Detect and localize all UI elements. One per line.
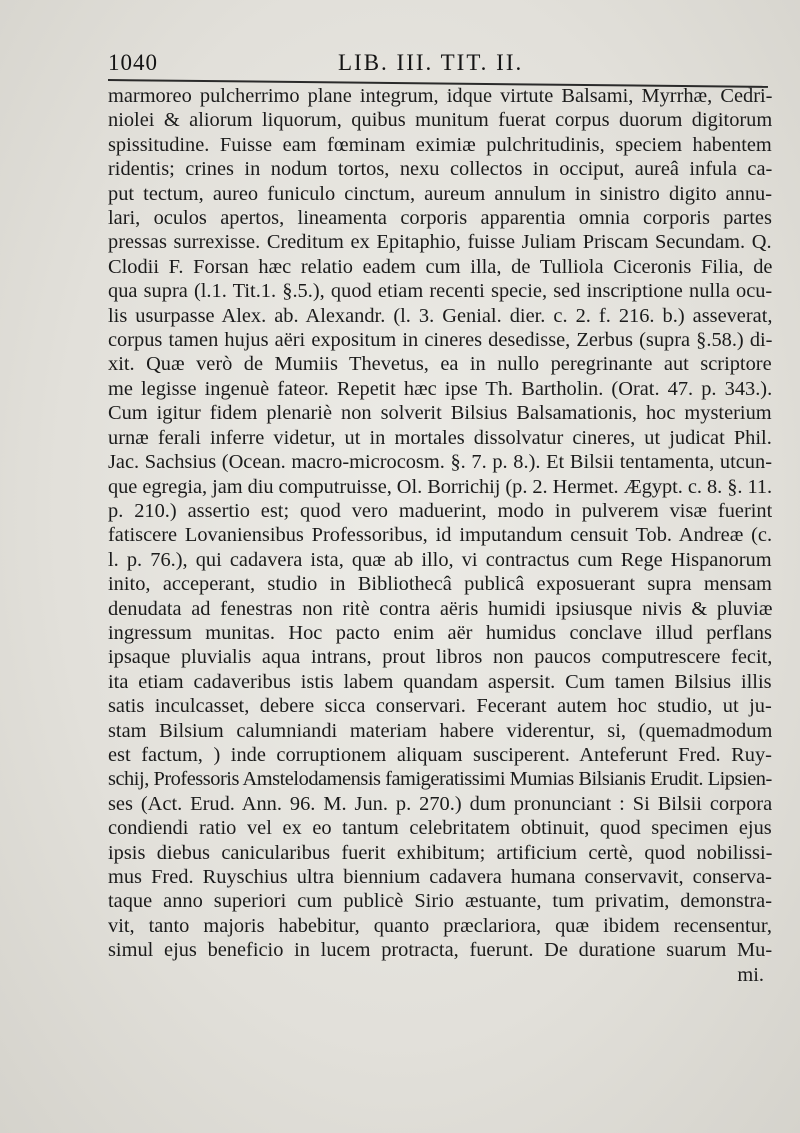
text-line: fatiscere Lovaniensibus Professoribus, id imputandum censuit Tob. Andreæ (c.	[108, 524, 772, 547]
text-line: marmoreo pulcherrimo plane integrum, idque virtute Balsami, Myrrhæ, Cedri-	[108, 85, 772, 107]
text-line: corpus tamen hujus aëri expositum in cineres desedisse, Zerbus (supra §.58.) di-	[108, 329, 772, 352]
text-line: ipsis diebus canicularibus fuerit exhibitum; artificium certè, quod nobilissi-	[108, 841, 772, 864]
text-line: denudata ad fenestras non ritè contra aëris humidi ipsiusque nivis & pluviæ	[108, 597, 772, 620]
text-line: qua supra (l.1. Tit.1. §.5.), quod etiam recenti specie, sed inscriptione nulla ocu-	[108, 280, 772, 303]
text-line: ingressum munitas. Hoc pacto enim aër humidus conclave illud perflans	[108, 621, 772, 644]
text-line: spissitudine. Fuisse eam fœminam eximiæ pulchritudinis, speciem habentem	[108, 133, 772, 156]
catchword: mi.	[737, 963, 764, 986]
text-line: taque anno superiori cum publicè Sirio æstuante, tum privatim, demonstra-	[108, 890, 772, 913]
text-line: urnæ ferali inferre videtur, ut in mortales dissolvatur cineres, ut judicat Phil.	[108, 426, 772, 449]
text-line: que egregia, jam diu computruisse, Ol. Borrichij (p. 2. Hermet. Ægypt. c. 8. §. 11.	[108, 475, 772, 498]
page-header	[108, 50, 768, 80]
text-line: satis inculcasset, debere sicca conservari. Fecerant autem hoc studio, ut ju-	[108, 695, 772, 718]
text-line: mus Fred. Ruyschius ultra biennium cadavera humana conservavit, conserva-	[108, 866, 772, 888]
body-text	[108, 84, 772, 987]
text-line: lari, oculos apertos, lineamenta corporis apparentia omnia corporis partes	[108, 207, 772, 230]
text-line: xit. Quæ verò de Mumiis Thevetus, ea in nullo peregrinante aut scriptore	[108, 353, 772, 376]
text-line: Clodii F. Forsan hæc relatio eadem cum illa, de Tulliola Ciceronis Filia, de	[108, 255, 772, 278]
running-head: LIB. III. TIT. II.	[338, 50, 524, 75]
text-line: ridentis; crines in nodum tortos, nexu collectos in occiput, aureâ infula ca-	[108, 158, 772, 181]
text-line: ipsaque pluvialis aqua intrans, prout libros non paucos computrescere fecit,	[108, 646, 772, 669]
text-line: inito, acceperant, studio in Bibliothecâ publicâ exposuerant supra mensam	[108, 573, 772, 596]
text-line: simul ejus beneficio in lucem protracta, fuerunt. De duratione suarum Mu-	[108, 939, 772, 962]
text-line: niolei & aliorum liquorum, quibus munitum fuerat corpus duorum digitorum	[108, 109, 772, 132]
text-line: l. p. 76.), qui cadavera ista, quæ ab illo, vi contractus cum Rege Hispanorum	[108, 548, 772, 571]
text-line: ses (Act. Erud. Ann. 96. M. Jun. p. 270.) dum pronunciant : Si Bilsii corpora	[108, 792, 772, 815]
text-line: lis usurpasse Alex. ab. Alexandr. (l. 3. Genial. dier. c. 2. f. 216. b.) asseverat,	[108, 304, 772, 327]
text-line: pressas surrexisse. Creditum ex Epitaphio, fuisse Juliam Priscam Secundam. Q.	[108, 231, 772, 254]
text-line: schij, Professoris Amstelodamensis famigeratissimi Mumias Bilsianis Erudit. Lipsien-	[108, 768, 772, 791]
text-line: ita etiam cadaveribus istis labem quandam aspersit. Cum tamen Bilsius illis	[108, 670, 772, 693]
text-line: put tectum, aureo funiculo cinctum, aureum annulum in sinistro digito annu-	[108, 182, 772, 205]
page-number: 1040	[108, 50, 158, 75]
text-line: Cum igitur fidem plenariè non solverit Bilsius Balsamationis, hoc mysterium	[108, 402, 772, 425]
text-line: condiendi ratio vel ex eo tantum celebritatem obtinuit, quod specimen ejus	[108, 817, 772, 840]
text-line: p. 210.) assertio est; quod vero maduerint, modo in pulverem visæ fuerint	[108, 499, 772, 522]
text-line: est factum, ) inde corruptionem aliquam susciperent. Anteferunt Fred. Ruy-	[108, 743, 772, 766]
text-line: vit, tanto majoris habebitur, quanto præclariora, quæ ibidem recensentur,	[108, 914, 772, 937]
text-line: stam Bilsium calumniandi materiam habere viderentur, si, (quemadmodum	[108, 719, 772, 742]
text-line: me legisse ingenuè fateor. Repetit hæc ipse Th. Bartholin. (Orat. 47. p. 343.).	[108, 377, 772, 400]
text-line: Jac. Sachsius (Ocean. macro-microcosm. §. 7. p. 8.). Et Bilsii tentamenta, utcun-	[108, 451, 772, 474]
